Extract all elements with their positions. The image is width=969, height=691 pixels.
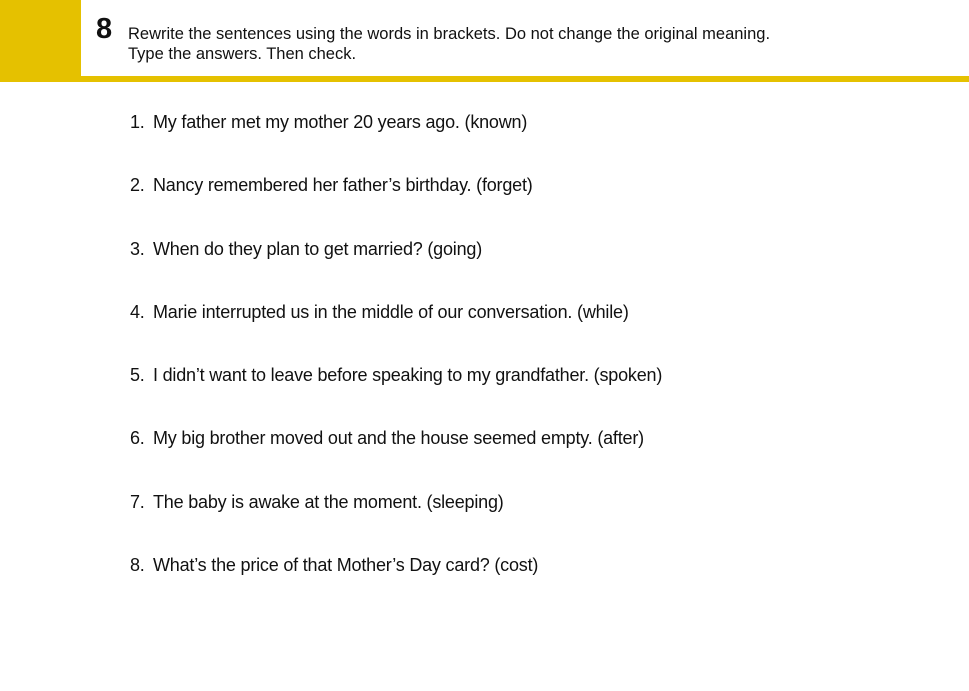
sentence-number: 6. bbox=[130, 428, 145, 449]
instructions-line-2: Type the answers. Then check. bbox=[128, 45, 357, 63]
sentence-text: What’s the price of that Mother’s Day card? (cost) bbox=[153, 555, 539, 576]
sentence-text: I didn’t want to leave before speaking to my grandfather. (spoken) bbox=[153, 365, 663, 386]
sentence-number: 2. bbox=[130, 175, 145, 196]
sentence-list bbox=[130, 108, 890, 614]
sentence-number: 3. bbox=[130, 238, 145, 259]
sentence-item-3 bbox=[130, 235, 890, 298]
sentence-text: Marie interrupted us in the middle of our conversation. (while) bbox=[153, 301, 629, 322]
header-divider bbox=[0, 76, 969, 82]
sentence-item-1 bbox=[130, 108, 890, 171]
sentence-item-4 bbox=[130, 298, 890, 361]
sentence-text: Nancy remembered her father’s birthday. (forget) bbox=[153, 175, 533, 196]
sentence-text: My father met my mother 20 years ago. (known) bbox=[153, 112, 528, 132]
sentence-number: 8. bbox=[130, 555, 145, 576]
sentence-text: The baby is awake at the moment. (sleeping) bbox=[153, 491, 504, 512]
exercise-number: 8 bbox=[96, 13, 113, 45]
sentence-number: 7. bbox=[130, 491, 145, 512]
exercise-instructions bbox=[128, 24, 888, 64]
exercise-header bbox=[0, 0, 969, 84]
sentence-item-8 bbox=[130, 551, 890, 614]
exercise-color-block bbox=[0, 0, 81, 76]
sentence-number: 5. bbox=[130, 365, 145, 386]
sentence-number: 1. bbox=[130, 112, 145, 132]
instructions-line-1: Rewrite the sentences using the words in brackets. Do not change the original meaning. bbox=[128, 25, 771, 43]
sentence-text: When do they plan to get married? (going) bbox=[153, 238, 482, 259]
sentence-item-6 bbox=[130, 424, 890, 487]
sentence-item-5 bbox=[130, 361, 890, 424]
sentence-text: My big brother moved out and the house seemed empty. (after) bbox=[153, 428, 644, 449]
sentence-number: 4. bbox=[130, 301, 145, 322]
sentence-item-7 bbox=[130, 488, 890, 551]
sentence-item-2 bbox=[130, 171, 890, 234]
